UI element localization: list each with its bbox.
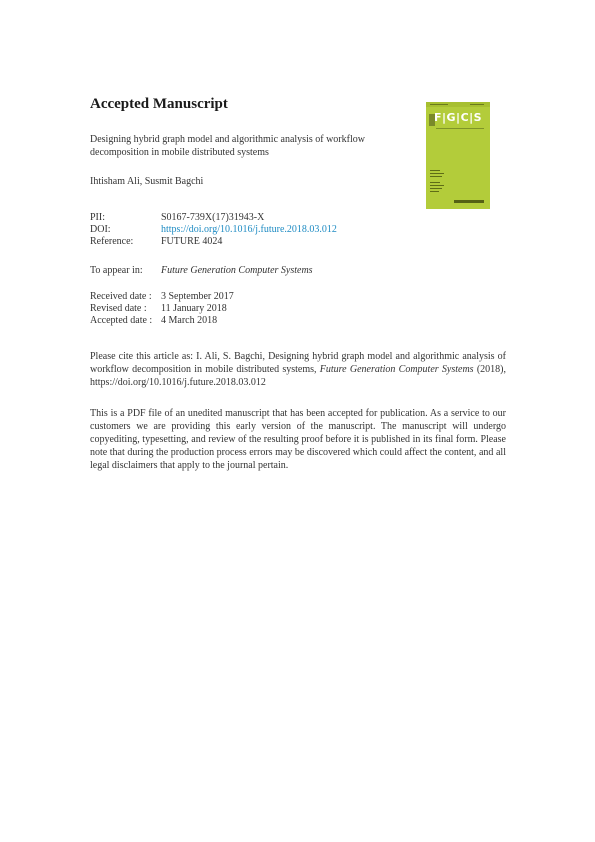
accepted-label: Accepted date : xyxy=(90,315,153,326)
cover-text-line xyxy=(430,182,440,183)
cover-bottom-logo xyxy=(454,200,484,203)
cover-header-line xyxy=(430,104,448,105)
page-heading: Accepted Manuscript xyxy=(90,96,228,112)
pii-row xyxy=(90,212,337,224)
authors: Ihtisham Ali, Susmit Bagchi xyxy=(90,176,204,187)
received-row xyxy=(90,291,234,303)
doi-label: DOI: xyxy=(90,224,111,235)
revised-value: 11 January 2018 xyxy=(161,303,227,314)
cover-text-line xyxy=(430,188,442,189)
reference-value: FUTURE 4024 xyxy=(161,236,223,247)
article-title: Designing hybrid graph model and algorithmic analysis of workflow decomposition in mobile distributed systems xyxy=(90,134,365,158)
pii-label: PII: xyxy=(90,212,105,223)
reference-label: Reference: xyxy=(90,236,134,247)
cover-subtitle-line xyxy=(436,128,484,129)
doi-row xyxy=(90,224,337,236)
cover-text-line xyxy=(430,185,444,186)
citation-prefix: Please cite this article as: I. Ali, S. Bagchi, Designing hybrid graph model and algorithmic analysis of workflow decomposition in mobile distributed systems, xyxy=(90,351,506,375)
doi-link[interactable]: https://doi.org/10.1016/j.future.2018.03.012 xyxy=(161,224,337,235)
citation-suffix: (2018), https://doi.org/10.1016/j.future.2018.03.012 xyxy=(90,364,506,388)
citation-paragraph xyxy=(90,350,506,389)
cover-header-line xyxy=(470,104,484,105)
journal-cover-image xyxy=(426,102,490,209)
citation-journal: Future Generation Computer Systems xyxy=(319,364,474,375)
revised-row xyxy=(90,303,234,315)
identifier-block xyxy=(90,212,337,248)
cover-text-line xyxy=(430,170,440,171)
manuscript-notice: This is a PDF file of an unedited manuscript that has been accepted for publication. As a service to our customers we are providing this early version of the manuscript. The manuscript will undergo copyediting, typesetting, and review of the resulting proof before it is published in its final form. Please note that during the production process errors may be discovered which could affect the content, and all legal disclaimers that apply to the journal pertain. xyxy=(90,408,506,471)
revised-label: Revised date : xyxy=(90,303,147,314)
cover-logo: F|G|C|S xyxy=(434,111,483,124)
cover-text-line xyxy=(430,191,439,192)
to-appear-label: To appear in: xyxy=(90,265,143,276)
received-value: 3 September 2017 xyxy=(161,291,234,302)
cover-text-line xyxy=(430,173,444,174)
accepted-row xyxy=(90,315,234,327)
journal-name: Future Generation Computer Systems xyxy=(161,265,313,276)
pii-value: S0167-739X(17)31943-X xyxy=(161,212,265,223)
received-label: Received date : xyxy=(90,291,152,302)
cover-text-line xyxy=(430,176,442,177)
accepted-value: 4 March 2018 xyxy=(161,315,218,326)
reference-row xyxy=(90,236,337,248)
dates-block xyxy=(90,291,234,327)
to-appear-row xyxy=(90,265,313,276)
